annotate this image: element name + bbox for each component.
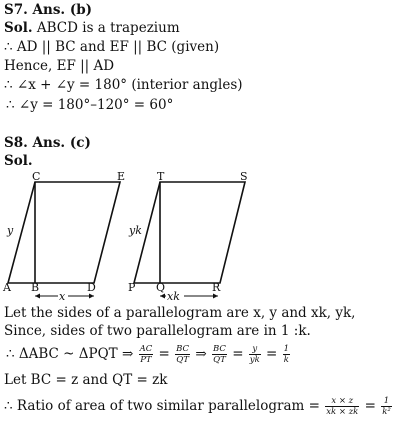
s8-ratio-prefix: ∴ Ratio of area of two similar parallelogram = bbox=[4, 398, 320, 414]
fraction-1-k-squared: $\frac{1}{\text{k²}}$ bbox=[382, 396, 391, 417]
figure1-parallelogram bbox=[8, 182, 120, 299]
fig2-label-yk: yk bbox=[129, 224, 142, 237]
fig1-label-y: y bbox=[7, 224, 14, 237]
fig2-label-s: S bbox=[240, 170, 248, 183]
fig1-label-x: x bbox=[59, 290, 66, 303]
s7-line4: ∴ ∠x + ∠y = 180° (interior angles) bbox=[4, 77, 243, 93]
s7-line3: Hence, EF || AD bbox=[4, 58, 115, 74]
s8-sol-label: Sol. bbox=[4, 153, 33, 169]
s8-text2: Since, sides of two parallelogram are in 1 :k. bbox=[4, 323, 311, 339]
s8-text1: Let the sides of a parallelogram are x, y and xk, yk, bbox=[4, 305, 356, 321]
s8-heading: S8. Ans. (c) bbox=[4, 135, 91, 151]
fig1-label-d: D bbox=[87, 281, 96, 294]
fraction-bc-qt: $\frac{BC}{QT}$ bbox=[176, 344, 190, 365]
fig1-label-e: E bbox=[117, 170, 126, 183]
s7-line1-text: ABCD is a trapezium bbox=[36, 20, 180, 36]
s7-sol-label: Sol. bbox=[4, 20, 33, 36]
figure2-parallelogram bbox=[134, 182, 245, 299]
fraction-area-ratio: $\frac{x \times z}{xk \times zk}$ bbox=[326, 396, 359, 417]
fig1-label-b: B bbox=[31, 281, 40, 294]
fraction-ac-pt: $\frac{AC}{PT}$ bbox=[139, 344, 153, 365]
fig2-label-t: T bbox=[157, 170, 165, 183]
fig2-label-p: P bbox=[128, 281, 136, 294]
fig2-label-r: R bbox=[212, 281, 221, 294]
fig2-label-q: Q bbox=[156, 281, 166, 294]
fraction-y-yk: $\frac{y}{yk}$ bbox=[249, 344, 260, 365]
s8-similar-prefix: ∴ ΔABC ~ ΔPQT ⇒ bbox=[6, 346, 134, 362]
fig1-label-a: A bbox=[3, 281, 11, 294]
s8-ratio-line: ∴ Ratio of area of two similar parallelogram = $\frac{x \times z}{xk \times zk}$ = $\frac{1}{\text{k²}}$ bbox=[4, 396, 391, 417]
s8-text3: Let BC = z and QT = zk bbox=[4, 372, 168, 388]
fraction-1-k: $\frac{1}{k}$ bbox=[283, 344, 290, 365]
fig1-label-c: C bbox=[32, 170, 41, 183]
fraction-bc-qt-2: $\frac{BC}{QT}$ bbox=[212, 344, 226, 365]
s7-heading: S7. Ans. (b) bbox=[4, 2, 93, 18]
fig2-label-xk: xk bbox=[167, 290, 180, 303]
s8-similar-line: ∴ ΔABC ~ ΔPQT ⇒ $\frac{AC}{PT}$ = $\frac{BC}{QT}$ ⇒ $\frac{BC}{QT}$ = $\frac{y}{yk}$ = $\frac{1}{k}$ bbox=[6, 344, 290, 365]
s7-line5: ∴ ∠y = 180°–120° = 60° bbox=[6, 97, 174, 113]
s7-line2: ∴ AD || BC and EF || BC (given) bbox=[4, 39, 220, 55]
